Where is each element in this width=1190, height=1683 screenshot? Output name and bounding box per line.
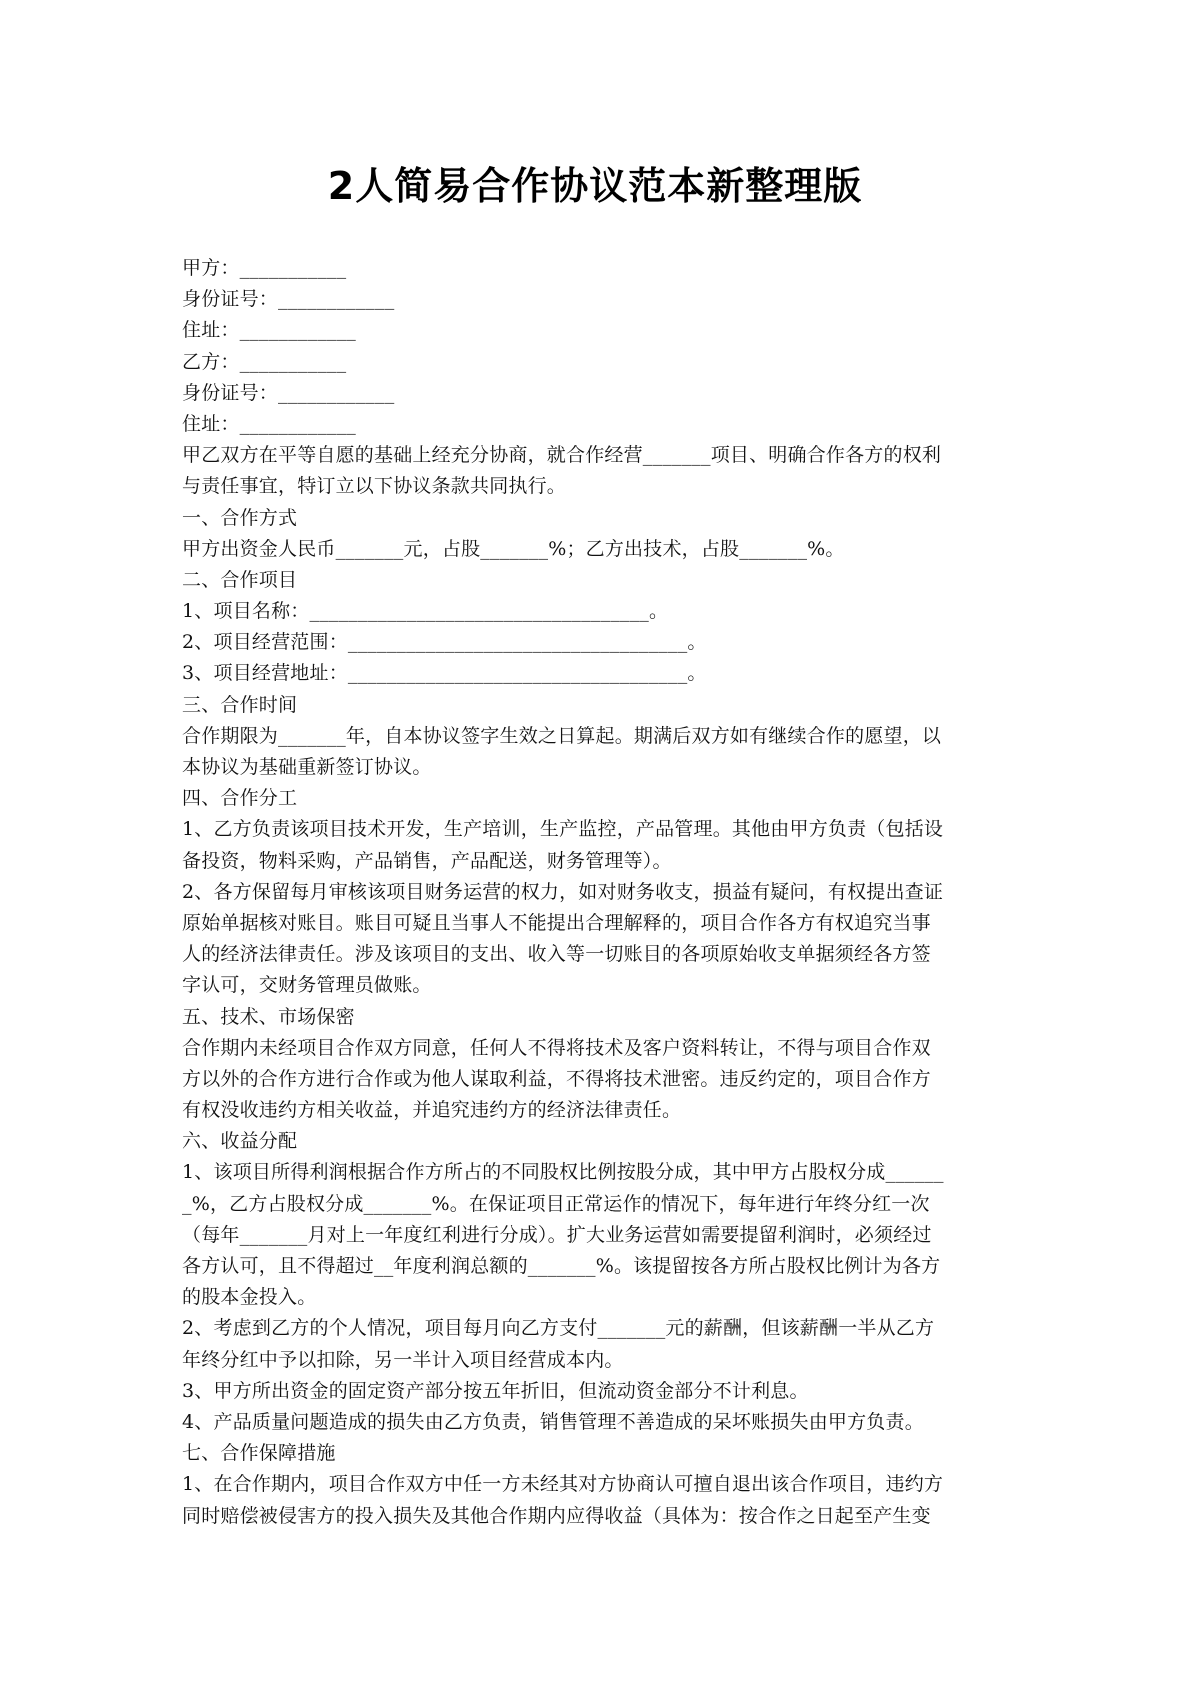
document-line: 合作期内未经项目合作双方同意，任何人不得将技术及客户资料转让，不得与项目合作双 xyxy=(182,1036,931,1059)
document-line: 四、合作分工 xyxy=(182,787,298,810)
document-line: 1、在合作期内，项目合作双方中任一方未经其对方协商认可擅自退出该合作项目，违约方 xyxy=(182,1473,944,1496)
document-line: 2、考虑到乙方的个人情况，项目每月向乙方支付_______元的薪酬，但该薪酬一半从乙方 xyxy=(182,1317,935,1340)
document-line: 身份证号：____________ xyxy=(182,288,395,311)
document-line: 2、项目经营范围：___________________________________。 xyxy=(182,631,707,654)
document-line: 六、收益分配 xyxy=(182,1130,298,1153)
document-line: 本协议为基础重新签订协议。 xyxy=(182,756,432,778)
document-line: 七、合作保障措施 xyxy=(182,1442,336,1465)
document-line: 各方认可，且不得超过__年度利润总额的_______%。该提留按各方所占股权比例计为各方 xyxy=(182,1255,941,1277)
document-line: 住址：____________ xyxy=(182,319,357,342)
document-line: 方以外的合作方进行合作或为他人谋取利益，不得将技术泄密。违反约定的，项目合作方 xyxy=(182,1067,931,1090)
document-line: 二、合作项目 xyxy=(182,568,298,591)
document-line: 甲乙双方在平等自愿的基础上经充分协商，就合作经营_______项目、明确合作各方的权利 xyxy=(182,444,942,467)
document-line: 4、产品质量问题造成的损失由乙方负责，销售管理不善造成的呆坏账损失由甲方负责。 xyxy=(182,1410,924,1433)
document-line: 住址：____________ xyxy=(182,412,357,435)
document-line: 原始单据核对账目。账目可疑且当事人不能提出合理解释的，项目合作各方有权追究当事 xyxy=(182,911,931,934)
document-line: 2、各方保留每月审核该项目财务运营的权力，如对财务收支，损益有疑问，有权提出查证 xyxy=(182,880,944,903)
document-line: 一、合作方式 xyxy=(182,506,298,529)
document-line: 年终分红中予以扣除，另一半计入项目经营成本内。 xyxy=(182,1348,624,1371)
document-line: 三、合作时间 xyxy=(182,693,298,716)
document-line: 甲方：___________ xyxy=(182,257,347,279)
document-line: 的股本金投入。 xyxy=(182,1286,317,1309)
document-line: （每年_______月对上一年度红利进行分成）。扩大业务运营如需要提留利润时，必须经过 xyxy=(182,1223,932,1246)
document-line: 字认可，交财务管理员做账。 xyxy=(182,974,432,997)
document-line: 甲方出资金人民币_______元，占股_______%；乙方出技术，占股_______%。 xyxy=(182,537,845,560)
document-line: 1、乙方负责该项目技术开发，生产培训，生产监控，产品管理。其他由甲方负责（包括设 xyxy=(182,818,944,841)
document-line: 合作期限为_______年，自本协议签字生效之日算起。期满后双方如有继续合作的愿望，以 xyxy=(182,724,942,747)
document-line: 身份证号：____________ xyxy=(182,381,395,404)
document-line: 备投资，物料采购，产品销售，产品配送，财务管理等）。 xyxy=(182,849,672,872)
document-line: 有权没收违约方相关收益，并追究违约方的经济法律责任。 xyxy=(182,1099,682,1122)
document-title: 2人简易合作协议范本新整理版 xyxy=(327,164,863,208)
document-body xyxy=(182,253,1012,1532)
document-line: 人的经济法律责任。涉及该项目的支出、收入等一切账目的各项原始收支单据须经各方签 xyxy=(182,943,931,966)
document-line: _%，乙方占股权分成_______%。在保证项目正常运作的情况下，每年进行年终分红一次 xyxy=(182,1192,930,1215)
document-line: 乙方：___________ xyxy=(182,350,347,373)
document-line: 与责任事宜，特订立以下协议条款共同执行。 xyxy=(182,475,567,498)
document-line: 五、技术、市场保密 xyxy=(182,1005,355,1028)
document-line: 3、甲方所出资金的固定资产部分按五年折旧，但流动资金部分不计利息。 xyxy=(182,1379,809,1402)
document-line: 1、项目名称：___________________________________。 xyxy=(182,600,669,623)
document-line: 同时赔偿被侵害方的投入损失及其他合作期内应得收益（具体为：按合作之日起至产生变 xyxy=(182,1504,931,1527)
document-line: 1、该项目所得利润根据合作方所占的不同股权比例按股分成，其中甲方占股权分成______ xyxy=(182,1161,944,1184)
document-line: 3、项目经营地址：___________________________________。 xyxy=(182,662,707,685)
